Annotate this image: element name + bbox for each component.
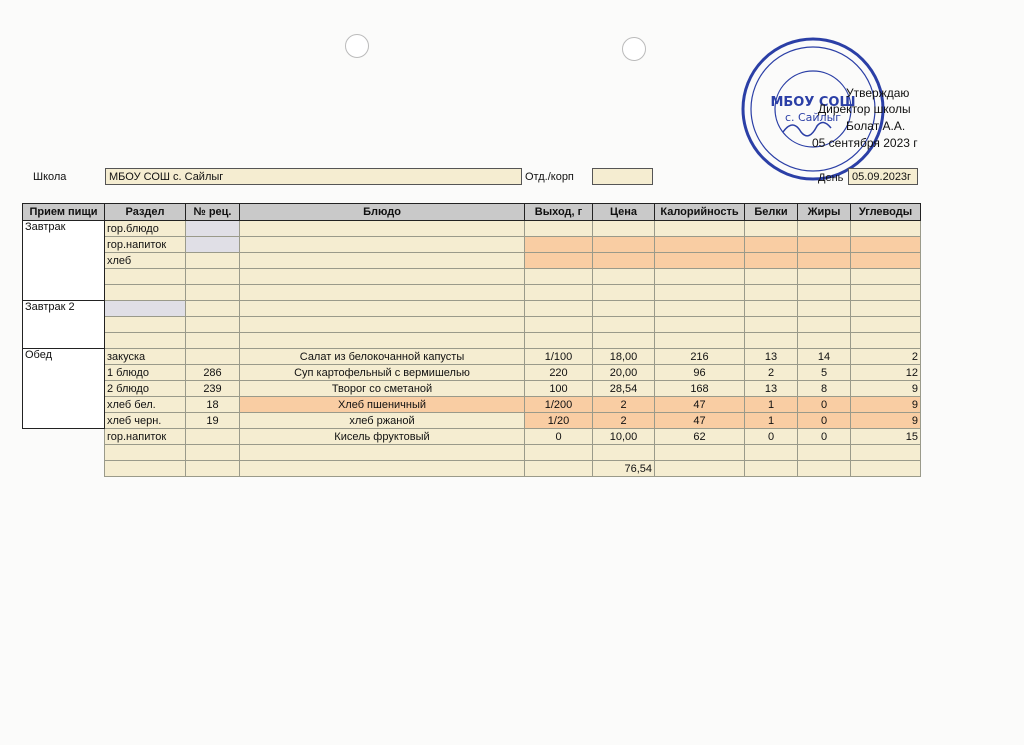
protein-cell[interactable]: 1 — [745, 413, 798, 429]
kcal-cell[interactable] — [655, 269, 745, 285]
column-header: Выход, г — [525, 204, 593, 221]
table-row — [23, 349, 921, 365]
recipe-cell[interactable] — [186, 349, 240, 365]
yield-cell[interactable]: 1/100 — [525, 349, 593, 365]
empty-cell — [23, 429, 105, 445]
table-row — [23, 381, 921, 397]
protein-cell[interactable] — [745, 445, 798, 461]
table-row — [23, 221, 921, 237]
protein-cell[interactable] — [745, 333, 798, 349]
protein-cell[interactable]: 0 — [745, 429, 798, 445]
recipe-cell[interactable] — [186, 429, 240, 445]
day-label: День — [818, 172, 844, 184]
carb-cell[interactable] — [851, 269, 921, 285]
fat-cell[interactable] — [798, 445, 851, 461]
dish-cell[interactable] — [240, 269, 525, 285]
dish-cell[interactable]: Кисель фруктовый — [240, 429, 525, 445]
recipe-cell[interactable] — [186, 221, 240, 237]
section-cell[interactable] — [105, 285, 186, 301]
section-cell[interactable] — [105, 317, 186, 333]
section-cell[interactable] — [105, 461, 186, 477]
recipe-cell[interactable] — [186, 237, 240, 253]
column-header: Блюдо — [240, 204, 525, 221]
dish-cell[interactable] — [240, 237, 525, 253]
carb-cell[interactable] — [851, 285, 921, 301]
day-field[interactable]: 05.09.2023г — [848, 168, 918, 185]
yield-cell[interactable]: 1/200 — [525, 397, 593, 413]
kcal-cell[interactable]: 216 — [655, 349, 745, 365]
kcal-cell[interactable]: 47 — [655, 413, 745, 429]
fat-cell[interactable]: 14 — [798, 349, 851, 365]
price-cell[interactable]: 10,00 — [593, 429, 655, 445]
yield-cell[interactable]: 1/20 — [525, 413, 593, 429]
kcal-cell[interactable] — [655, 461, 745, 477]
fat-cell[interactable]: 0 — [798, 397, 851, 413]
protein-cell[interactable] — [745, 317, 798, 333]
table-row — [23, 365, 921, 381]
kcal-cell[interactable] — [655, 285, 745, 301]
yield-cell[interactable]: 220 — [525, 365, 593, 381]
carb-cell[interactable] — [851, 333, 921, 349]
recipe-cell[interactable] — [186, 285, 240, 301]
price-cell[interactable] — [593, 445, 655, 461]
svg-text:с. Сайлыг: с. Сайлыг — [784, 111, 842, 124]
recipe-cell[interactable]: 286 — [186, 365, 240, 381]
section-cell[interactable]: хлеб — [105, 253, 186, 269]
dish-cell[interactable]: Творог со сметаной — [240, 381, 525, 397]
fat-cell[interactable] — [798, 301, 851, 317]
price-cell[interactable]: 20,00 — [593, 365, 655, 381]
protein-cell[interactable]: 1 — [745, 397, 798, 413]
yield-cell[interactable] — [525, 301, 593, 317]
yield-cell[interactable] — [525, 445, 593, 461]
recipe-cell[interactable] — [186, 461, 240, 477]
yield-cell[interactable] — [525, 221, 593, 237]
protein-cell[interactable]: 2 — [745, 365, 798, 381]
price-cell[interactable]: 28,54 — [593, 381, 655, 397]
column-header: Цена — [593, 204, 655, 221]
table-row — [23, 285, 921, 301]
recipe-cell[interactable] — [186, 333, 240, 349]
price-cell[interactable]: 18,00 — [593, 349, 655, 365]
yield-cell[interactable] — [525, 317, 593, 333]
table-row — [23, 397, 921, 413]
protein-cell[interactable] — [745, 253, 798, 269]
column-header: Раздел — [105, 204, 186, 221]
kcal-cell[interactable] — [655, 253, 745, 269]
punch-hole — [622, 37, 646, 61]
section-cell[interactable]: гор.напиток — [105, 237, 186, 253]
protein-cell[interactable] — [745, 285, 798, 301]
dish-cell[interactable] — [240, 285, 525, 301]
price-cell[interactable] — [593, 269, 655, 285]
empty-cell — [23, 461, 105, 477]
recipe-cell[interactable] — [186, 253, 240, 269]
yield-cell[interactable] — [525, 253, 593, 269]
meal-breakfast: Завтрак — [23, 221, 105, 301]
fat-cell[interactable] — [798, 269, 851, 285]
yield-cell[interactable] — [525, 285, 593, 301]
fat-cell[interactable]: 8 — [798, 381, 851, 397]
price-cell[interactable] — [593, 317, 655, 333]
price-cell[interactable] — [593, 237, 655, 253]
carb-cell[interactable] — [851, 253, 921, 269]
fat-cell[interactable] — [798, 333, 851, 349]
price-cell[interactable] — [593, 285, 655, 301]
fat-cell[interactable] — [798, 317, 851, 333]
kcal-cell[interactable]: 96 — [655, 365, 745, 381]
approval-line-1: Утверждаю — [846, 86, 910, 100]
carb-cell[interactable]: 12 — [851, 365, 921, 381]
fat-cell[interactable] — [798, 221, 851, 237]
section-cell[interactable]: хлеб бел. — [105, 397, 186, 413]
approval-date: 05 сентября 2023 г — [812, 136, 918, 150]
price-cell[interactable]: 2 — [593, 413, 655, 429]
protein-cell[interactable] — [745, 221, 798, 237]
dish-cell[interactable] — [240, 461, 525, 477]
approval-line-3: Болат А.А. — [846, 119, 906, 133]
menu-table — [22, 203, 921, 477]
section-cell[interactable]: гор.блюдо — [105, 221, 186, 237]
dept-label: Отд./корп — [525, 171, 574, 183]
column-header: № рец. — [186, 204, 240, 221]
table-row — [23, 301, 921, 317]
recipe-cell[interactable]: 19 — [186, 413, 240, 429]
fat-cell[interactable]: 0 — [798, 413, 851, 429]
section-cell[interactable]: 1 блюдо — [105, 365, 186, 381]
fat-cell[interactable] — [798, 253, 851, 269]
price-cell[interactable] — [593, 333, 655, 349]
carb-cell[interactable] — [851, 301, 921, 317]
table-row — [23, 333, 921, 349]
dish-cell[interactable] — [240, 445, 525, 461]
yield-cell[interactable]: 100 — [525, 381, 593, 397]
recipe-cell[interactable] — [186, 269, 240, 285]
kcal-cell[interactable]: 168 — [655, 381, 745, 397]
price-cell[interactable]: 2 — [593, 397, 655, 413]
kcal-cell[interactable] — [655, 221, 745, 237]
kcal-cell[interactable]: 47 — [655, 397, 745, 413]
section-cell[interactable] — [105, 445, 186, 461]
recipe-cell[interactable]: 18 — [186, 397, 240, 413]
recipe-cell[interactable]: 239 — [186, 381, 240, 397]
meal-breakfast-2: Завтрак 2 — [23, 301, 105, 349]
total-price: 76,54 — [593, 461, 655, 477]
dish-cell[interactable] — [240, 301, 525, 317]
table-header-row — [23, 204, 921, 221]
fat-cell[interactable]: 0 — [798, 429, 851, 445]
column-header: Углеводы — [851, 204, 921, 221]
meal-lunch: Обед — [23, 349, 105, 429]
school-field[interactable]: МБОУ СОШ с. Сайлыг — [105, 168, 522, 185]
dish-cell[interactable] — [240, 333, 525, 349]
recipe-cell[interactable] — [186, 301, 240, 317]
table-row — [23, 317, 921, 333]
column-header: Белки — [745, 204, 798, 221]
yield-cell[interactable] — [525, 269, 593, 285]
price-cell[interactable] — [593, 301, 655, 317]
section-cell[interactable]: хлеб черн. — [105, 413, 186, 429]
kcal-cell[interactable] — [655, 301, 745, 317]
recipe-cell[interactable] — [186, 445, 240, 461]
table-row — [23, 445, 921, 461]
section-cell[interactable]: 2 блюдо — [105, 381, 186, 397]
dish-cell[interactable]: Суп картофельный с вермишелью — [240, 365, 525, 381]
dish-cell[interactable] — [240, 253, 525, 269]
kcal-cell[interactable] — [655, 317, 745, 333]
section-cell[interactable] — [105, 301, 186, 317]
kcal-cell[interactable] — [655, 333, 745, 349]
yield-cell[interactable]: 0 — [525, 429, 593, 445]
empty-cell — [23, 445, 105, 461]
carb-cell[interactable]: 15 — [851, 429, 921, 445]
total-row — [23, 461, 921, 477]
column-header: Жиры — [798, 204, 851, 221]
carb-cell[interactable]: 9 — [851, 413, 921, 429]
kcal-cell[interactable] — [655, 445, 745, 461]
protein-cell[interactable] — [745, 237, 798, 253]
yield-cell[interactable] — [525, 237, 593, 253]
carb-cell[interactable]: 2 — [851, 349, 921, 365]
kcal-cell[interactable]: 62 — [655, 429, 745, 445]
fat-cell[interactable] — [798, 237, 851, 253]
fat-cell[interactable] — [798, 461, 851, 477]
carb-cell[interactable]: 9 — [851, 381, 921, 397]
carb-cell[interactable] — [851, 461, 921, 477]
price-cell[interactable] — [593, 221, 655, 237]
dish-cell[interactable] — [240, 221, 525, 237]
dish-cell[interactable]: Салат из белокочанной капусты — [240, 349, 525, 365]
section-cell[interactable] — [105, 333, 186, 349]
table-row — [23, 237, 921, 253]
protein-cell[interactable] — [745, 269, 798, 285]
carb-cell[interactable] — [851, 237, 921, 253]
column-header: Калорийность — [655, 204, 745, 221]
punch-hole — [345, 34, 369, 58]
table-row — [23, 413, 921, 429]
carb-cell[interactable] — [851, 317, 921, 333]
carb-cell[interactable]: 9 — [851, 397, 921, 413]
protein-cell[interactable] — [745, 461, 798, 477]
recipe-cell[interactable] — [186, 317, 240, 333]
carb-cell[interactable] — [851, 221, 921, 237]
dish-cell[interactable] — [240, 317, 525, 333]
approval-line-2: Директор школы — [818, 102, 911, 116]
price-cell[interactable] — [593, 253, 655, 269]
table-row — [23, 429, 921, 445]
svg-text:МБОУ СОШ: МБОУ СОШ — [770, 95, 856, 110]
protein-cell[interactable] — [745, 301, 798, 317]
carb-cell[interactable] — [851, 445, 921, 461]
school-label: Школа — [33, 171, 67, 183]
section-cell[interactable] — [105, 269, 186, 285]
section-cell[interactable]: закуска — [105, 349, 186, 365]
fat-cell[interactable]: 5 — [798, 365, 851, 381]
yield-cell[interactable] — [525, 461, 593, 477]
table-row — [23, 269, 921, 285]
protein-cell[interactable]: 13 — [745, 349, 798, 365]
fat-cell[interactable] — [798, 285, 851, 301]
section-cell[interactable]: гор.напиток — [105, 429, 186, 445]
dish-cell[interactable]: хлеб ржаной — [240, 413, 525, 429]
kcal-cell[interactable] — [655, 237, 745, 253]
dish-cell[interactable]: Хлеб пшеничный — [240, 397, 525, 413]
column-header: Прием пищи — [23, 204, 105, 221]
table-row — [23, 253, 921, 269]
yield-cell[interactable] — [525, 333, 593, 349]
protein-cell[interactable]: 13 — [745, 381, 798, 397]
dept-field[interactable] — [592, 168, 653, 185]
